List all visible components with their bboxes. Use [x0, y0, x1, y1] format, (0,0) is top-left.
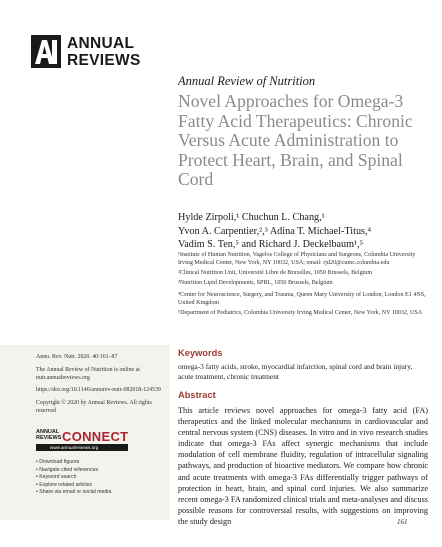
logo-text [67, 35, 141, 69]
author-line: Hylde Zirpoli,¹ Chuchun L. Chang,¹ [178, 212, 325, 223]
list-item: • Explore related articles [36, 482, 111, 490]
sidebar-panel [0, 345, 170, 520]
annual-reviews-logo [31, 33, 161, 73]
page-number: 161 [397, 518, 408, 526]
author-line: Yvon A. Carpentier,²,³ Adina T. Michael-Titus,⁴ [178, 225, 372, 237]
connect-small-label: ANNUAL REVIEWS [36, 429, 62, 441]
list-item: • Navigate cited references [36, 467, 111, 475]
doi-link[interactable]: https://doi.org/10.1146/annurev-nutr-082018-124539 [36, 387, 161, 394]
keywords-heading: Keywords [178, 348, 223, 358]
affiliation-1: ¹Institute of Human Nutrition, Vagelos College of Physicians and Surgeons, Columbia University Irving Medical Center, New York, NY 10032, USA; email: rjd20@cumc.columbia.edu [178, 252, 416, 266]
connect-banner[interactable] [36, 429, 128, 453]
keywords-text: omega-3 fatty acids, stroke, myocardial infarction, spinal cord and brain injury, acute treatment, chronic treatment [178, 362, 413, 381]
connect-features [36, 459, 111, 497]
affiliation-2: ²Clinical Nutrition Unit, Université Libre de Bruxelles, 1050 Brussels, Belgium [178, 270, 373, 276]
list-item: • Share via email or social media [36, 489, 111, 497]
logo-line-2: REVIEWS [67, 52, 141, 69]
author-line: Vadim S. Ten,⁵ and Richard J. Deckelbaum¹,⁵ [178, 239, 364, 251]
connect-url[interactable]: www.annualreviews.org [36, 444, 128, 451]
article-meta [36, 354, 164, 421]
citation: Annu. Rev. Nutr. 2020. 40:161–87 [36, 354, 118, 360]
online-note: The Annual Review of Nutrition is online at nutr.annualreviews.org [36, 366, 140, 381]
list-item: • Download figures [36, 459, 111, 467]
affiliation-5: ⁵Department of Pediatrics, Columbia University Irving Medical Center, New York, NY 10032, USA [178, 310, 423, 316]
logo-line-1: ANNUAL [67, 35, 135, 52]
affiliation-4: ⁴Center for Neuroscience, Surgery, and Trauma, Queen Mary University of London, London E1 4NS, United Kingdom [178, 292, 426, 306]
author-list [178, 211, 428, 252]
annual-reviews-mark-icon [31, 35, 61, 68]
article-title: Novel Approaches for Omega-3 Fatty Acid Therapeutics: Chronic Versus Acute Administration to Protect Heart, Brain, and Spinal Cord [178, 91, 413, 190]
abstract-text: This article reviews novel approaches for omega-3 fatty acid (FA) therapeutics and the linked molecular mechanisms in cardiovascular and central nervous system (CNS) diseases. In vitro and in vivo research studies indicate that omega-3 FAs affect synergic mechanisms that include modulation of cell membrane fluidity, regulation of intracellular signaling pathways, and production of bioactive mediators. We compare how chronic and acute treatments with omega-3 FAs differentially trigger pathways of protection in heart, brain, and spinal cord injuries. We also summarize recent omega-3 FA randomized clinical trials and meta-analyses and discuss possible reasons for controversial results, with suggestions on improving the study design [178, 406, 428, 526]
abstract-heading: Abstract [178, 390, 216, 400]
journal-name: Annual Review of Nutrition [178, 74, 316, 88]
connect-label: CONNECT [62, 429, 129, 444]
affiliation-3: ³Nutrition Lipid Developments, SPRL, 1050 Brussels, Belgium [178, 280, 333, 286]
list-item: • Keyword search [36, 474, 111, 482]
copyright: Copyright © 2020 by Annual Reviews. All rights reserved [36, 400, 152, 414]
